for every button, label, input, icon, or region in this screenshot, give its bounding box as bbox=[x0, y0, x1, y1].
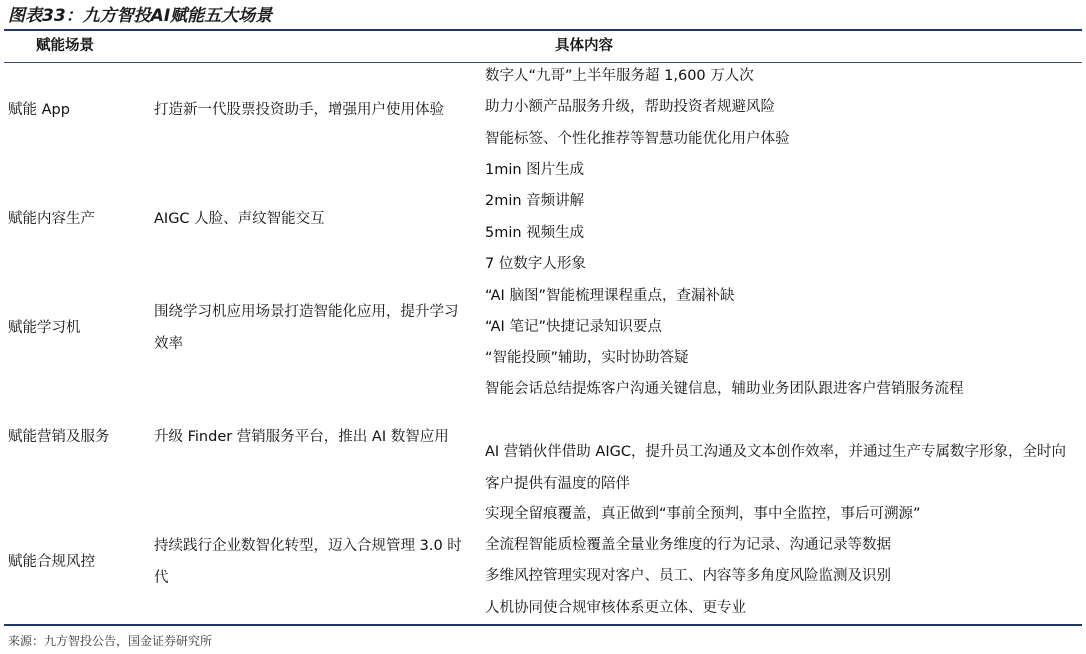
row-scene-marketing bbox=[8, 375, 148, 499]
row-desc-compliance bbox=[154, 499, 469, 624]
top-rule bbox=[4, 29, 1082, 31]
content-item: “AI 脑图”智能梳理课程重点，查漏补缺 bbox=[485, 288, 735, 304]
content-item: 实现全留痕覆盖，真正做到“事前全预判，事中全监控，事后可溯源” bbox=[485, 506, 921, 522]
scene-label: 赋能营销及服务 bbox=[8, 429, 110, 445]
content-item: 智能标签、个性化推荐等智慧功能优化用户体验 bbox=[485, 131, 790, 147]
row-desc-content bbox=[154, 157, 469, 281]
content-item: 数字人“九哥”上半年服务超 1,600 万人次 bbox=[485, 68, 754, 84]
row-desc-learning bbox=[154, 281, 469, 375]
desc-text: 打造新一代股票投资助手，增强用户使用体验 bbox=[154, 102, 444, 118]
row-scene-app bbox=[8, 63, 148, 157]
content-item: “AI 笔记”快捷记录知识要点 bbox=[485, 319, 662, 335]
header-scene: 赋能场景 bbox=[36, 38, 94, 54]
header-detail: 具体内容 bbox=[555, 38, 613, 54]
scene-label: 赋能内容生产 bbox=[8, 211, 95, 227]
content-item: 5min 视频生成 bbox=[485, 225, 585, 241]
row-scene-compliance bbox=[8, 499, 148, 624]
content-item: 智能会话总结提炼客户沟通关键信息，辅助业务团队跟进客户营销服务流程 bbox=[485, 381, 964, 397]
row-desc-marketing bbox=[154, 375, 469, 499]
scene-label: 赋能 App bbox=[8, 102, 70, 118]
content-item: AI 营销伙伴借助 AIGC，提升员工沟通及文本创作效率，并通过生产专属数字形象，全时向客户提供有温度的陪伴 bbox=[485, 444, 1066, 492]
source-note: 来源：九方智投公告，国金证券研究所 bbox=[8, 634, 213, 648]
content-item: 多维风控管理实现对客户、员工、内容等多角度风险监测及识别 bbox=[485, 568, 891, 584]
content-item: 人机协同使合规审核体系更立体、更专业 bbox=[485, 600, 746, 616]
scene-label: 赋能合规风控 bbox=[8, 553, 95, 570]
row-scene-content bbox=[8, 157, 148, 281]
content-item: 全流程智能质检覆盖全量业务维度的行为记录、沟通记录等数据 bbox=[485, 537, 891, 553]
bottom-rule bbox=[4, 624, 1082, 626]
desc-text: AIGC 人脸、声纹智能交互 bbox=[154, 211, 325, 227]
row-desc-app bbox=[154, 63, 469, 157]
content-item: “智能投顾”辅助，实时协助答疑 bbox=[485, 350, 689, 366]
scene-label: 赋能学习机 bbox=[8, 320, 81, 336]
content-item: 助力小额产品服务升级，帮助投资者规避风险 bbox=[485, 99, 775, 115]
row-scene-learning bbox=[8, 281, 148, 375]
desc-text: 升级 Finder 营销服务平台，推出 AI 数智应用 bbox=[154, 429, 449, 445]
figure-title: 图表33：九方智投AI赋能五大场景 bbox=[8, 6, 273, 26]
content-item: 7 位数字人形象 bbox=[485, 256, 586, 272]
content-item: 2min 音频讲解 bbox=[485, 193, 585, 209]
desc-text: 持续践行企业数智化转型，迈入合规管理 3.0 时代 bbox=[154, 537, 462, 586]
content-item: 1min 图片生成 bbox=[485, 162, 585, 178]
desc-text: 围绕学习机应用场景打造智能化应用，提升学习效率 bbox=[154, 304, 459, 352]
